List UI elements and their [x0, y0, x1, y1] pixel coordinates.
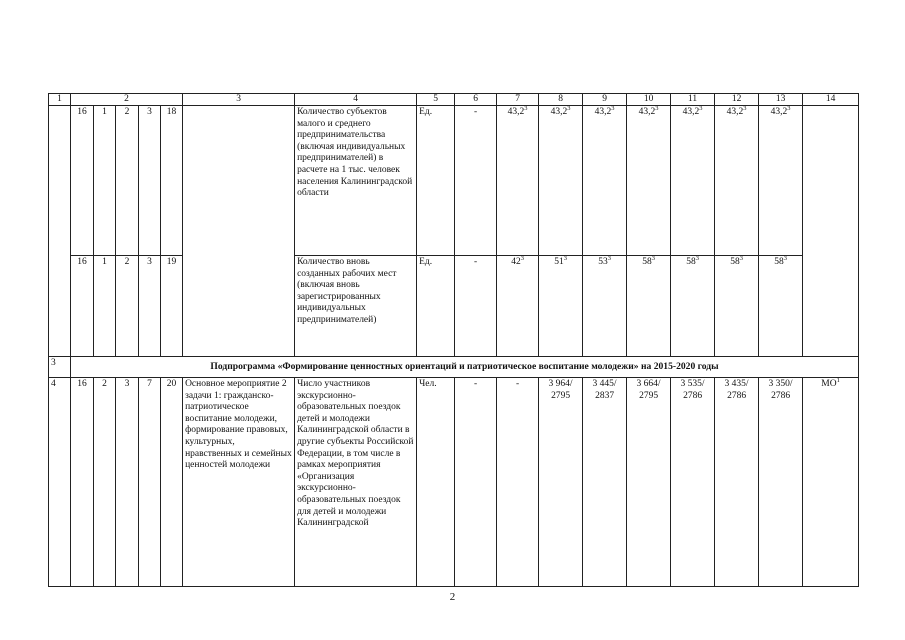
header-cell: 14 [803, 94, 859, 106]
header-cell: 5 [417, 94, 455, 106]
value-bottom: 2837 [595, 390, 615, 401]
code-cell: 1 [94, 256, 116, 357]
code-cell: 1 [94, 106, 116, 256]
value-cell [539, 256, 583, 357]
value-cell [671, 378, 715, 587]
code-cell: 2 [116, 256, 139, 357]
unit-cell: Ед. [417, 106, 455, 256]
value-cell [539, 378, 583, 587]
footnote-mark: 3 [611, 105, 615, 112]
indicator-cell: Количество субъектов малого и среднего предпринимательства (включая индивидуальных предпринимателей) в расчете на 1 тыс. человек населения Калининградской области [295, 106, 417, 256]
value-bottom: 2795 [639, 390, 659, 401]
value-cell [671, 256, 715, 357]
value-top: 3 964/ [548, 379, 573, 389]
indicator-table [48, 93, 859, 587]
value-bottom: 2786 [683, 390, 703, 401]
value-bottom: 2795 [551, 390, 571, 401]
footnote-mark: 3 [520, 255, 524, 262]
value-text: 58 [730, 257, 740, 267]
value-cell [759, 106, 803, 256]
header-cell: 11 [671, 94, 715, 106]
value-cell [539, 106, 583, 256]
indicator-cell: Число участников экскурсионно-образовательных поездок детей и молодежи Калининградской области в другие субъекты Российской Федерации, в том числе в рамках мероприятия «Организация экскурсионно-образовательных поездок для детей и молодежи Калининградской [295, 378, 417, 587]
value-cell: - [455, 378, 497, 587]
header-cell: 10 [627, 94, 671, 106]
code-cell: 7 [139, 378, 161, 587]
header-cell: 6 [455, 94, 497, 106]
value-cell: - [455, 106, 497, 256]
value-text: 58 [774, 257, 784, 267]
value-top: 3 535/ [680, 379, 705, 389]
header-cell: 7 [497, 94, 539, 106]
section-number: 3 [49, 357, 71, 378]
value-cell [759, 256, 803, 357]
value-cell [715, 256, 759, 357]
header-cell: 13 [759, 94, 803, 106]
table-row [49, 378, 859, 587]
value-cell [583, 378, 627, 587]
unit-cell: Ед. [417, 256, 455, 357]
footnote-mark: 1 [836, 377, 840, 384]
value-top: 3 664/ [636, 379, 661, 389]
value-cell [583, 106, 627, 256]
value-cell [715, 378, 759, 587]
section-title: Подпрограмма «Формирование ценностных ориентаций и патриотическое воспитание молодежи» на 2015-2020 годы [71, 357, 859, 378]
value-text: 53 [598, 257, 608, 267]
value-text: 43,2 [638, 107, 656, 117]
value-cell [627, 256, 671, 357]
value-text: 43,2 [726, 107, 744, 117]
value-cell [497, 256, 539, 357]
footnote-mark: 3 [567, 105, 571, 112]
table-row [49, 106, 859, 256]
row-number-cell: 4 [49, 378, 71, 587]
unit-cell: Чел. [417, 378, 455, 587]
activity-cell [183, 106, 295, 357]
header-cell: 8 [539, 94, 583, 106]
value-bottom: 2786 [771, 390, 791, 401]
value-top: 3 350/ [768, 379, 793, 389]
responsible-text: МО [821, 379, 837, 389]
code-cell: 18 [161, 106, 183, 256]
footnote-mark: 3 [524, 105, 528, 112]
value-text: 58 [642, 257, 652, 267]
value-text: 58 [686, 257, 696, 267]
value-cell [759, 378, 803, 587]
footnote-mark: 3 [783, 255, 787, 262]
value-cell: - [455, 256, 497, 357]
value-text: 43,2 [682, 107, 700, 117]
header-cell: 4 [295, 94, 417, 106]
value-text: 43,2 [550, 107, 568, 117]
code-cell: 2 [116, 106, 139, 256]
header-cell: 9 [583, 94, 627, 106]
footnote-mark: 3 [563, 255, 567, 262]
activity-cell: Основное мероприятие 2 задачи 1: гражданско-патриотическое воспитание молодежи, формирование правовых, культурных, нравственных и семейных ценностей молодежи [183, 378, 295, 587]
value-cell [497, 106, 539, 256]
value-cell [583, 256, 627, 357]
value-cell [627, 106, 671, 256]
header-row [49, 94, 859, 106]
section-row [49, 357, 859, 378]
code-cell: 20 [161, 378, 183, 587]
value-top: 3 435/ [724, 379, 749, 389]
responsible-cell [803, 106, 859, 357]
value-top: 3 445/ [592, 379, 617, 389]
footnote-mark: 3 [743, 105, 747, 112]
code-cell: 16 [71, 256, 94, 357]
footnote-mark: 3 [787, 105, 791, 112]
value-cell [671, 106, 715, 256]
code-cell: 16 [71, 106, 94, 256]
value-text: 42 [511, 257, 521, 267]
table-row [49, 256, 859, 357]
header-cell: 12 [715, 94, 759, 106]
footnote-mark: 3 [699, 105, 703, 112]
header-cell: 3 [183, 94, 295, 106]
code-cell: 3 [116, 378, 139, 587]
value-text: 43,2 [594, 107, 612, 117]
value-cell [715, 106, 759, 256]
responsible-cell [803, 378, 859, 587]
code-cell: 16 [71, 378, 94, 587]
footnote-mark: 3 [607, 255, 611, 262]
footnote-mark: 3 [739, 255, 743, 262]
value-cell: - [497, 378, 539, 587]
code-cell: 3 [139, 256, 161, 357]
value-text: 51 [554, 257, 564, 267]
value-text: 43,2 [507, 107, 525, 117]
header-cell: 1 [49, 94, 71, 106]
row-number-cell [49, 106, 71, 357]
value-text: 43,2 [770, 107, 788, 117]
footnote-mark: 3 [651, 255, 655, 262]
value-bottom: 2786 [727, 390, 747, 401]
header-cell: 2 [71, 94, 183, 106]
indicator-cell: Количество вновь созданных рабочих мест (включая вновь зарегистрированных индивидуальных предпринимателей) [295, 256, 417, 357]
value-cell [627, 378, 671, 587]
code-cell: 2 [94, 378, 116, 587]
footnote-mark: 3 [695, 255, 699, 262]
code-cell: 19 [161, 256, 183, 357]
code-cell: 3 [139, 106, 161, 256]
page-number: 2 [449, 591, 456, 603]
footnote-mark: 3 [655, 105, 659, 112]
